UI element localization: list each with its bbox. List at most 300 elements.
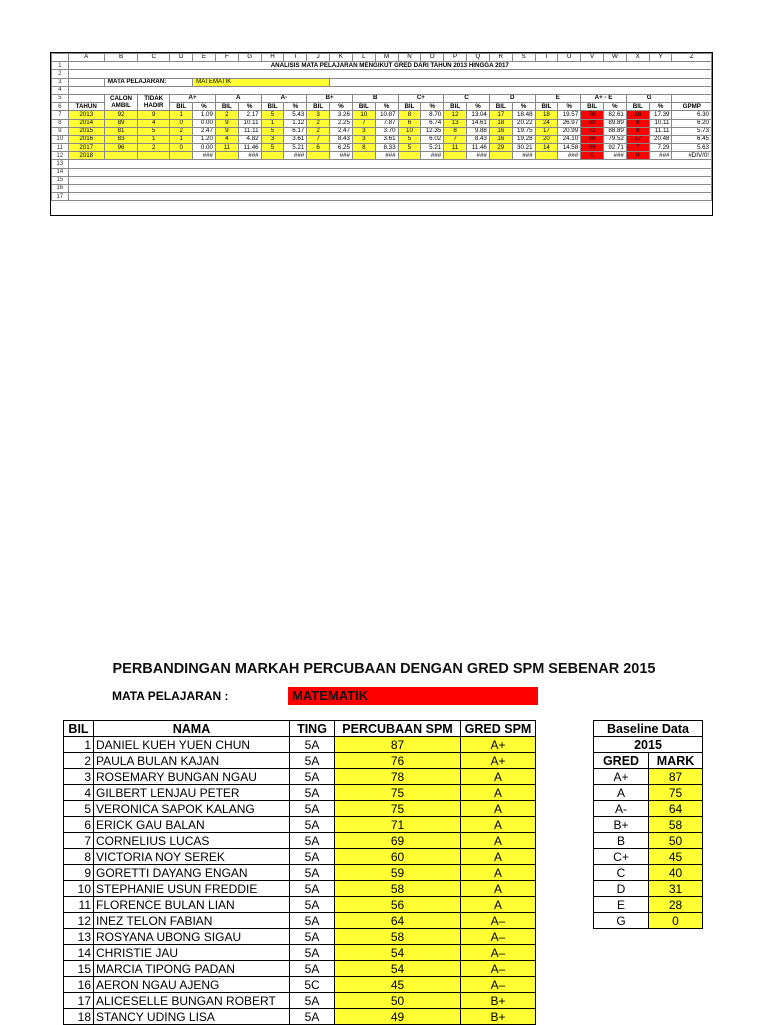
student-gred[interactable]: A– [461,977,536,993]
percent-cell[interactable]: 2.25 [330,119,353,127]
student-gred[interactable]: A+ [461,753,536,769]
bil-cell[interactable]: 9 [215,119,238,127]
percent-cell[interactable]: 1.12 [284,119,307,127]
bil-cell[interactable]: 8 [398,111,421,119]
percent-cell[interactable]: 3.61 [284,135,307,143]
grade-group-header: G [626,94,672,102]
baseline-mark[interactable]: 40 [649,865,703,881]
student-ting[interactable]: 5A [290,737,335,753]
percent-cell[interactable]: 79.52 [604,135,627,143]
calon-cell[interactable]: 89 [104,119,137,127]
gpmp-cell[interactable]: 6.45 [672,135,712,143]
baseline-mark[interactable]: 75 [649,785,703,801]
bil-cell[interactable]: 14 [535,144,558,152]
student-ting[interactable]: 5A [290,897,335,913]
baseline-mark[interactable]: 0 [649,913,703,929]
percent-cell[interactable]: ### [604,152,627,160]
bil-cell[interactable]: 0 [581,152,604,160]
percent-cell[interactable]: 11.11 [238,127,261,135]
bil-cell[interactable]: 3 [352,127,375,135]
bil-cell[interactable] [489,152,512,160]
bil-cell[interactable] [170,152,193,160]
student-ting[interactable]: 5A [290,833,335,849]
student-bil: 3 [64,769,94,785]
column-letter[interactable]: W [604,54,627,62]
gpmp-cell[interactable]: 5.63 [672,144,712,152]
student-name[interactable]: PAULA BULAN KAJAN [94,753,290,769]
student-ting[interactable]: 5A [290,881,335,897]
column-letter[interactable]: P [444,54,467,62]
empty-cell [68,78,104,86]
bil-cell[interactable] [352,152,375,160]
percent-cell[interactable]: 1.09 [193,111,216,119]
student-ting[interactable]: 5A [290,993,335,1009]
percent-cell[interactable]: ### [512,152,535,160]
year-row [52,152,712,160]
student-ting[interactable]: 5A [290,801,335,817]
table-row [64,769,536,785]
percent-cell[interactable]: 8.43 [467,135,490,143]
header-percent: % [421,103,444,111]
student-ting[interactable]: 5A [290,913,335,929]
percent-cell[interactable]: 11.46 [238,144,261,152]
bil-cell[interactable]: 9 [626,119,649,127]
column-letter[interactable]: E [193,54,216,62]
column-letter[interactable]: A [68,54,104,62]
table-row [64,801,536,817]
student-gred[interactable]: A– [461,945,536,961]
percent-cell[interactable]: ### [193,152,216,160]
student-name[interactable]: VERONICA SAPOK KALANG [94,801,290,817]
column-letter[interactable]: U [558,54,581,62]
student-mark[interactable]: 75 [335,785,461,801]
student-gred[interactable]: A [461,833,536,849]
bil-cell[interactable]: 1 [170,111,193,119]
percent-cell[interactable]: ### [284,152,307,160]
student-gred[interactable]: A [461,897,536,913]
bil-cell[interactable]: 0 [170,119,193,127]
baseline-gred: C [594,865,649,881]
bil-cell[interactable]: 80 [581,119,604,127]
student-ting[interactable]: 5A [290,865,335,881]
student-name[interactable]: CHRISTIE JAU [94,945,290,961]
percent-cell[interactable]: ### [375,152,398,160]
percent-cell[interactable]: 9.88 [467,127,490,135]
baseline-mark[interactable]: 87 [649,769,703,785]
student-mark[interactable]: 56 [335,897,461,913]
percent-cell[interactable]: 18.48 [512,111,535,119]
bil-cell[interactable]: 16 [626,111,649,119]
baseline-mark[interactable]: 64 [649,801,703,817]
year-cell[interactable]: 2017 [68,144,104,152]
percent-cell[interactable]: 11.11 [649,127,672,135]
tidak-hadir-cell[interactable]: 1 [138,135,170,143]
percent-cell[interactable]: 82.61 [604,111,627,119]
student-name[interactable]: MARCIA TIPONG PADAN [94,961,290,977]
student-mark[interactable]: 59 [335,865,461,881]
gpmp-cell[interactable]: 6.30 [672,111,712,119]
bil-cell[interactable]: 24 [535,119,558,127]
percent-cell[interactable]: 19.28 [512,135,535,143]
column-letter[interactable]: V [581,54,604,62]
student-mark[interactable]: 49 [335,1009,461,1025]
student-gred[interactable]: A– [461,929,536,945]
column-letter[interactable]: Y [649,54,672,62]
column-letter[interactable]: H [261,54,284,62]
bil-cell[interactable]: 5 [398,135,421,143]
bil-cell[interactable]: 7 [444,135,467,143]
percent-cell[interactable]: 10.87 [375,111,398,119]
bil-cell[interactable]: 1 [261,119,284,127]
student-name[interactable]: AERON NGAU AJENG [94,977,290,993]
bil-cell[interactable] [307,152,330,160]
bil-cell[interactable] [398,152,421,160]
student-gred[interactable]: A+ [461,737,536,753]
bil-cell[interactable]: 11 [444,144,467,152]
student-mark[interactable]: 45 [335,977,461,993]
percent-cell[interactable]: 8.33 [375,144,398,152]
percent-cell[interactable]: 20.99 [558,127,581,135]
tidak-hadir-cell[interactable] [138,152,170,160]
column-letter[interactable]: S [512,54,535,62]
percent-cell[interactable]: 6.25 [330,144,353,152]
bil-cell[interactable]: 5 [261,144,284,152]
student-name[interactable]: ROSEMARY BUNGAN NGAU [94,769,290,785]
gpmp-cell[interactable]: #DIV/0! [672,152,712,160]
percent-cell[interactable]: ### [330,152,353,160]
percent-cell[interactable]: 89.89 [604,119,627,127]
column-letter[interactable]: D [170,54,193,62]
student-mark[interactable]: 60 [335,849,461,865]
student-ting[interactable]: 5A [290,753,335,769]
bil-cell[interactable] [444,152,467,160]
bil-cell[interactable]: 5 [261,127,284,135]
empty-cell [672,94,712,102]
percent-cell[interactable]: 20.22 [512,119,535,127]
baseline-mark[interactable]: 28 [649,897,703,913]
percent-cell[interactable]: 30.21 [512,144,535,152]
header-bil: BIL [535,103,558,111]
student-gred[interactable]: A [461,881,536,897]
sheet-row [52,168,712,176]
bil-cell[interactable]: 5 [261,111,284,119]
calon-cell[interactable]: 92 [104,111,137,119]
column-letter[interactable]: N [398,54,421,62]
student-gred[interactable]: B+ [461,1009,536,1025]
student-mark[interactable]: 71 [335,817,461,833]
bil-cell[interactable]: 6 [307,144,330,152]
percent-cell[interactable]: 10.11 [238,119,261,127]
percent-cell[interactable]: 12.35 [421,127,444,135]
column-letter[interactable]: F [215,54,238,62]
percent-cell[interactable]: 3.26 [330,111,353,119]
percent-cell[interactable]: 20.48 [649,135,672,143]
bil-cell[interactable]: 8 [352,144,375,152]
student-mark[interactable]: 76 [335,753,461,769]
bil-cell[interactable]: 18 [535,111,558,119]
percent-cell[interactable]: ### [238,152,261,160]
student-mark[interactable]: 87 [335,737,461,753]
bil-cell[interactable]: 16 [489,127,512,135]
bil-cell[interactable] [535,152,558,160]
column-letter[interactable]: B [104,54,137,62]
bil-cell[interactable]: 7 [307,135,330,143]
year-cell[interactable]: 2013 [68,111,104,119]
column-letter[interactable]: J [307,54,330,62]
percent-cell[interactable]: 24.10 [558,135,581,143]
grade-analysis-sheet [50,52,713,216]
subject-value[interactable]: MATEMATIK [193,78,330,86]
percent-cell[interactable]: 6.17 [284,127,307,135]
student-gred[interactable]: A– [461,961,536,977]
student-bil: 5 [64,801,94,817]
calon-cell[interactable]: 81 [104,127,137,135]
column-letter[interactable]: C [138,54,170,62]
percent-cell[interactable]: 2.47 [193,127,216,135]
student-mark[interactable]: 54 [335,945,461,961]
student-name[interactable]: ERICK GAU BALAN [94,817,290,833]
percent-cell[interactable]: 17.39 [649,111,672,119]
baseline-gred: E [594,897,649,913]
baseline-mark[interactable]: 58 [649,817,703,833]
gpmp-cell[interactable]: 5.73 [672,127,712,135]
percent-cell[interactable]: 5.21 [421,144,444,152]
percent-cell[interactable]: 14.58 [558,144,581,152]
column-letter[interactable]: R [489,54,512,62]
baseline-header-gred: GRED [594,753,649,769]
bil-cell[interactable]: 13 [444,119,467,127]
column-letter[interactable]: O [421,54,444,62]
percent-cell[interactable]: 19.75 [512,127,535,135]
year-cell[interactable]: 2016 [68,135,104,143]
student-mark[interactable]: 64 [335,913,461,929]
table-row [64,865,536,881]
year-cell[interactable]: 2014 [68,119,104,127]
baseline-row [594,833,703,849]
student-ting[interactable]: 5A [290,769,335,785]
percent-cell[interactable]: 0.00 [193,119,216,127]
percent-cell[interactable]: 7.87 [375,119,398,127]
student-ting[interactable]: 5A [290,945,335,961]
bil-cell[interactable]: 0 [626,152,649,160]
bil-cell[interactable]: 2 [307,119,330,127]
column-letter[interactable]: L [352,54,375,62]
student-ting[interactable]: 5A [290,785,335,801]
percent-cell[interactable]: 5.21 [284,144,307,152]
percent-cell[interactable]: 7.29 [649,144,672,152]
bil-cell[interactable]: 3 [352,135,375,143]
percent-cell[interactable]: 92.71 [604,144,627,152]
tidak-hadir-cell[interactable]: 9 [138,111,170,119]
bil-cell[interactable]: 3 [261,135,284,143]
bil-cell[interactable]: 8 [444,127,467,135]
column-letter[interactable]: Z [672,54,712,62]
tidak-hadir-cell[interactable]: 2 [138,144,170,152]
student-name[interactable]: GORETTI DAYANG ENGAN [94,865,290,881]
percent-cell[interactable]: ### [421,152,444,160]
bil-cell[interactable]: 4 [215,135,238,143]
percent-cell[interactable]: 13.04 [467,111,490,119]
bil-cell[interactable]: 89 [581,144,604,152]
row-number: 13 [52,160,69,168]
bil-cell[interactable]: 3 [307,111,330,119]
bil-cell[interactable]: 12 [444,111,467,119]
bil-cell[interactable]: 7 [352,119,375,127]
student-gred[interactable]: A [461,801,536,817]
tidak-hadir-cell[interactable]: 5 [138,127,170,135]
baseline-mark[interactable]: 31 [649,881,703,897]
bil-cell[interactable]: 10 [352,111,375,119]
column-letter[interactable]: G [238,54,261,62]
empty-cell [68,86,711,94]
student-mark[interactable]: 50 [335,993,461,1009]
student-name[interactable]: CORNELIUS LUCAS [94,833,290,849]
student-gred[interactable]: A– [461,913,536,929]
subject-value[interactable]: MATEMATIK [288,687,538,705]
bil-cell[interactable]: 2 [215,111,238,119]
student-mark[interactable]: 54 [335,961,461,977]
percent-cell[interactable]: 8.43 [330,135,353,143]
calon-cell[interactable]: 96 [104,144,137,152]
bil-cell[interactable]: 9 [626,127,649,135]
student-name[interactable]: DANIEL KUEH YUEN CHUN [94,737,290,753]
percent-cell[interactable]: ### [467,152,490,160]
bil-cell[interactable]: 5 [398,144,421,152]
student-name[interactable]: FLORENCE BULAN LIAN [94,897,290,913]
calon-cell[interactable]: 83 [104,135,137,143]
bil-cell[interactable]: 7 [626,144,649,152]
bil-cell[interactable]: 2 [307,127,330,135]
bil-cell[interactable] [215,152,238,160]
student-bil: 15 [64,961,94,977]
student-mark[interactable]: 78 [335,769,461,785]
percent-cell[interactable]: 19.57 [558,111,581,119]
year-row [52,127,712,135]
student-name[interactable]: GILBERT LENJAU PETER [94,785,290,801]
percent-cell[interactable]: 11.46 [467,144,490,152]
student-bil: 8 [64,849,94,865]
student-name[interactable]: ROSYANA UBONG SIGAU [94,929,290,945]
percent-cell[interactable]: 3.70 [375,127,398,135]
baseline-year: 2015 [594,737,703,753]
student-gred[interactable]: B+ [461,993,536,1009]
table-row [64,753,536,769]
bil-cell[interactable]: 20 [535,135,558,143]
bil-cell[interactable]: 72 [581,127,604,135]
student-name[interactable]: INEZ TELON FABIAN [94,913,290,929]
student-gred[interactable]: A [461,769,536,785]
percent-cell[interactable]: 6.74 [421,119,444,127]
student-name[interactable]: ALICESELLE BUNGAN ROBERT [94,993,290,1009]
column-letter[interactable]: M [375,54,398,62]
bil-cell[interactable]: 0 [170,144,193,152]
bil-cell[interactable]: 2 [170,127,193,135]
student-mark[interactable]: 75 [335,801,461,817]
bil-cell[interactable]: 9 [215,127,238,135]
student-gred[interactable]: A [461,849,536,865]
student-bil: 7 [64,833,94,849]
student-bil: 9 [64,865,94,881]
student-ting[interactable]: 5A [290,849,335,865]
column-letter[interactable]: T [535,54,558,62]
calon-cell[interactable] [104,152,137,160]
student-ting[interactable]: 5A [290,1009,335,1025]
bil-cell[interactable]: 1 [170,135,193,143]
gpmp-cell[interactable]: 6.20 [672,119,712,127]
row-number: 15 [52,176,69,184]
row-number: 16 [52,185,69,193]
student-ting[interactable]: 5C [290,977,335,993]
student-gred[interactable]: A [461,785,536,801]
column-letter[interactable]: I [284,54,307,62]
baseline-mark[interactable]: 50 [649,833,703,849]
bil-cell[interactable]: 18 [489,119,512,127]
student-mark[interactable]: 58 [335,929,461,945]
header-bil: BIL [626,103,649,111]
bil-cell[interactable]: 17 [535,127,558,135]
bil-cell[interactable]: 17 [626,135,649,143]
bil-cell[interactable]: 6 [398,119,421,127]
baseline-gred: B [594,833,649,849]
student-bil: 1 [64,737,94,753]
student-gred[interactable]: A [461,817,536,833]
column-letter[interactable]: K [330,54,353,62]
percent-cell[interactable]: 14.61 [467,119,490,127]
student-mark[interactable]: 69 [335,833,461,849]
student-ting[interactable]: 5A [290,817,335,833]
student-name[interactable]: STANCY UDING LISA [94,1009,290,1025]
percent-cell[interactable]: 6.02 [421,135,444,143]
percent-cell[interactable]: 3.61 [375,135,398,143]
student-name[interactable]: STEPHANIE USUN FREDDIE [94,881,290,897]
baseline-mark[interactable]: 45 [649,849,703,865]
bil-cell[interactable]: 11 [215,144,238,152]
percent-cell[interactable]: 88.89 [604,127,627,135]
year-cell[interactable]: 2015 [68,127,104,135]
grade-group-row [52,94,712,102]
bil-cell[interactable]: 16 [489,135,512,143]
percent-cell[interactable]: 1.20 [193,135,216,143]
bil-cell[interactable]: 29 [489,144,512,152]
student-name[interactable]: VICTORIA NOY SEREK [94,849,290,865]
bil-cell[interactable] [261,152,284,160]
percent-cell[interactable]: 8.70 [421,111,444,119]
percent-cell[interactable]: 2.17 [238,111,261,119]
column-letter[interactable]: Q [467,54,490,62]
bil-cell[interactable]: 10 [398,127,421,135]
percent-cell[interactable]: 2.47 [330,127,353,135]
table-row [64,849,536,865]
percent-cell[interactable]: 26.97 [558,119,581,127]
percent-cell[interactable]: 5.43 [284,111,307,119]
bil-cell[interactable]: 76 [581,111,604,119]
student-gred[interactable]: A [461,865,536,881]
student-ting[interactable]: 5A [290,961,335,977]
percent-cell[interactable]: ### [558,152,581,160]
tidak-hadir-cell[interactable]: 4 [138,119,170,127]
percent-cell[interactable]: ### [649,152,672,160]
year-cell[interactable]: 2018 [68,152,104,160]
empty-cell [68,185,711,193]
student-ting[interactable]: 5A [290,929,335,945]
bil-cell[interactable]: 17 [489,111,512,119]
student-mark[interactable]: 58 [335,881,461,897]
bil-cell[interactable]: 66 [581,135,604,143]
column-letter[interactable]: X [626,54,649,62]
percent-cell[interactable]: 0.00 [193,144,216,152]
percent-cell[interactable]: 4.82 [238,135,261,143]
percent-cell[interactable]: 10.11 [649,119,672,127]
